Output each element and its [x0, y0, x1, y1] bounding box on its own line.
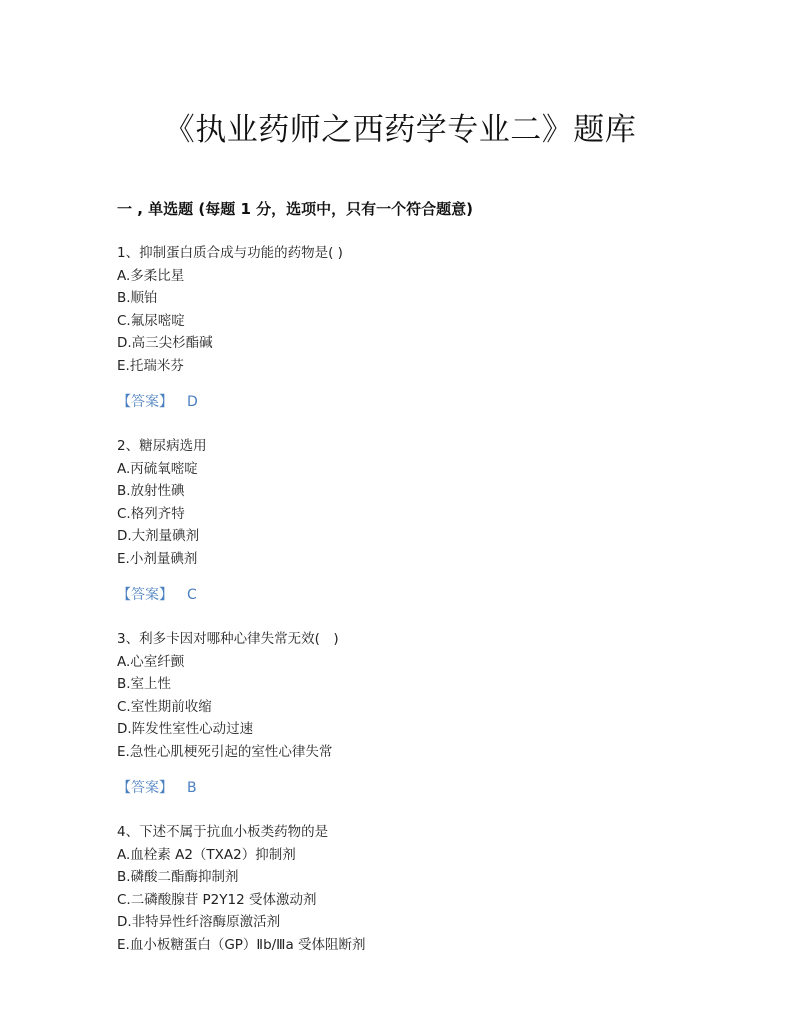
question-2 [117, 435, 800, 606]
question-3 [117, 628, 800, 799]
question-stem: 4、下述不属于抗血小板类药物的是 [117, 824, 329, 840]
option-c: C.格列齐特 [117, 505, 185, 522]
question-stem: 2、糖尿病选用 [117, 438, 207, 454]
option-c: C.室性期前收缩 [117, 698, 212, 715]
option-b: B.室上性 [117, 676, 172, 692]
option-d: D.阵发性室性心动过速 [117, 721, 254, 737]
question-1 [117, 242, 800, 413]
option-b: B.磷酸二酯酶抑制剂 [117, 869, 239, 885]
option-a: A.血栓素 A2（TXA2）抑制剂 [117, 846, 296, 863]
question-4 [117, 821, 800, 956]
option-a: A.心室纤颤 [117, 653, 185, 670]
option-a: A.丙硫氧嘧啶 [117, 460, 198, 477]
option-c: C.氟尿嘧啶 [117, 312, 185, 329]
answer-label: 【答案】 [117, 587, 173, 603]
option-b: B.顺铂 [117, 290, 158, 306]
answer-value: B [187, 780, 197, 796]
answer-value: D [187, 394, 198, 410]
option-a: A.多柔比星 [117, 267, 185, 284]
option-d: D.非特异性纤溶酶原激活剂 [117, 914, 281, 930]
answer-line [117, 777, 800, 799]
option-d: D.高三尖杉酯碱 [117, 335, 213, 351]
option-e: E.小剂量碘剂 [117, 550, 198, 567]
document-title: 《执业药师之西药学专业二》题库 [163, 112, 637, 148]
option-e: E.血小板糖蛋白（GP）Ⅱb/Ⅲa 受体阻断剂 [117, 936, 366, 953]
option-d: D.大剂量碘剂 [117, 528, 200, 544]
answer-line [117, 391, 800, 413]
answer-line [117, 584, 800, 606]
option-e: E.托瑞米芬 [117, 357, 184, 374]
question-stem: 1、抑制蛋白质合成与功能的药物是( ) [117, 245, 343, 261]
answer-value: C [187, 587, 197, 603]
section-heading: 一 , 单选题 (每题 1 分，选项中，只有一个符合题意) [117, 200, 473, 218]
option-e: E.急性心肌梗死引起的室性心律失常 [117, 743, 333, 760]
option-b: B.放射性碘 [117, 483, 185, 499]
question-stem: 3、利多卡因对哪种心律失常无效( ) [117, 631, 339, 647]
answer-label: 【答案】 [117, 394, 173, 410]
answer-label: 【答案】 [117, 780, 173, 796]
option-c: C.二磷酸腺苷 P2Y12 受体激动剂 [117, 891, 317, 908]
